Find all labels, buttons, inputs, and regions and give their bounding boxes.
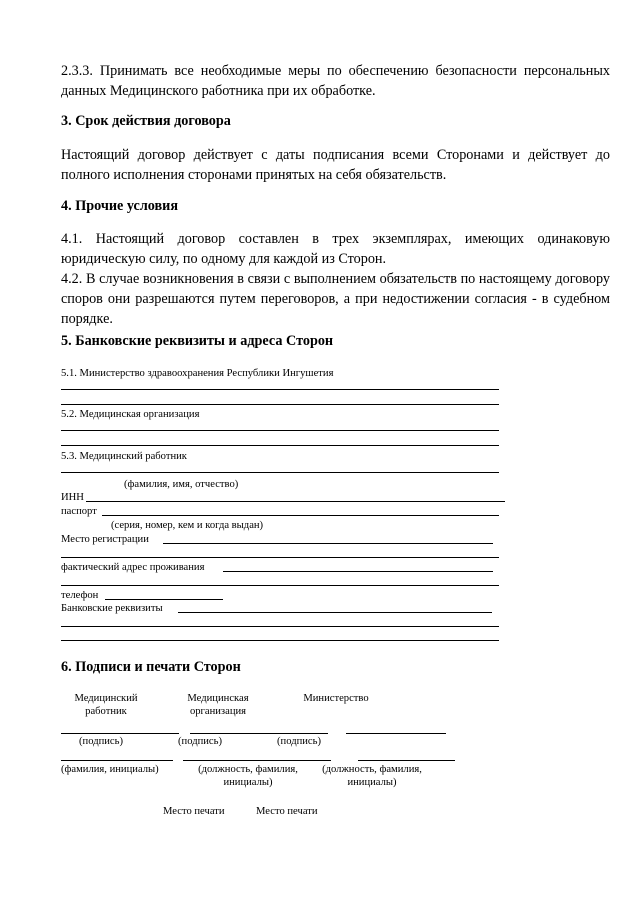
blank-line bbox=[61, 389, 499, 390]
position-hint-line2: инициалы) bbox=[223, 777, 273, 788]
name-line bbox=[358, 760, 455, 761]
signatory-medical-worker bbox=[64, 692, 148, 718]
position-hint-line1: (должность, фамилия, bbox=[322, 764, 422, 775]
signature-line bbox=[346, 733, 446, 734]
inn-line bbox=[86, 501, 505, 502]
blank-line bbox=[61, 557, 499, 558]
bank-line bbox=[178, 612, 492, 613]
bank-label: Банковские реквизиты bbox=[61, 603, 163, 614]
blank-line bbox=[61, 472, 499, 473]
blank-line bbox=[61, 640, 499, 641]
position-name-hint-ministry bbox=[302, 763, 442, 789]
passport-line bbox=[102, 515, 499, 516]
section-4-body bbox=[61, 229, 610, 329]
clause-4-1: 4.1. Настоящий договор составлен в трех экземплярах, имеющих одинаковую юридическую силу, по одному для каждой из Сторон. bbox=[61, 231, 610, 267]
passport-label: паспорт bbox=[61, 506, 97, 517]
address-line bbox=[223, 571, 493, 572]
stamp-place-ministry: Место печати bbox=[256, 806, 318, 817]
section-3-title: 3. Срок действия договора bbox=[61, 113, 231, 129]
stamp-place-org: Место печати bbox=[163, 806, 225, 817]
section-3-text: Настоящий договор действует с даты подписания всеми Сторонами и действует до полного исполнения сторонами принятых на себя обязательств. bbox=[61, 147, 610, 183]
signature-hint: (подпись) bbox=[178, 736, 222, 747]
inn-label: ИНН bbox=[61, 492, 84, 503]
item-5-2-label: 5.2. Медицинская организация bbox=[61, 409, 200, 420]
clause-2-3-3 bbox=[61, 61, 610, 101]
blank-line bbox=[61, 585, 499, 586]
blank-line bbox=[61, 626, 499, 627]
signature-hint: (подпись) bbox=[277, 736, 321, 747]
fio-hint: (фамилия, имя, отчество) bbox=[124, 479, 239, 490]
col1-line1: Медицинский bbox=[74, 693, 138, 704]
signatory-medical-organization bbox=[168, 692, 268, 718]
position-hint-line2: инициалы) bbox=[347, 777, 397, 788]
section-6-title: 6. Подписи и печати Сторон bbox=[61, 659, 241, 675]
name-initials-hint: (фамилия, инициалы) bbox=[61, 764, 159, 775]
name-line bbox=[183, 760, 331, 761]
address-label: фактический адрес проживания bbox=[61, 562, 205, 573]
blank-line bbox=[61, 404, 499, 405]
section-3-body bbox=[61, 145, 610, 185]
name-line bbox=[61, 760, 173, 761]
item-5-3-label: 5.3. Медицинский работник bbox=[61, 451, 187, 462]
position-name-hint-org bbox=[178, 763, 318, 789]
item-5-1-label: 5.1. Министерство здравоохранения Республики Ингушетия bbox=[61, 368, 334, 379]
blank-line bbox=[61, 445, 499, 446]
section-5-title: 5. Банковские реквизиты и адреса Сторон bbox=[61, 333, 334, 349]
phone-line bbox=[105, 599, 223, 600]
position-hint-line1: (должность, фамилия, bbox=[198, 764, 298, 775]
registration-line bbox=[163, 543, 493, 544]
col2-line2: организация bbox=[189, 706, 247, 717]
registration-label: Место регистрации bbox=[61, 534, 149, 545]
blank-line bbox=[61, 430, 499, 431]
section-4-title: 4. Прочие условия bbox=[61, 198, 179, 214]
col2-line1: Медицинская bbox=[187, 693, 249, 704]
signatory-ministry: Министерство bbox=[303, 693, 369, 704]
signature-hint: (подпись) bbox=[79, 736, 123, 747]
signature-line bbox=[190, 733, 328, 734]
phone-label: телефон bbox=[61, 590, 99, 601]
clause-2-3-3-text: 2.3.3. Принимать все необходимые меры по обеспечению безопасности персональных данных Медицинского работника при их обработке. bbox=[61, 63, 610, 99]
col1-line2: работник bbox=[85, 706, 127, 717]
signature-line bbox=[61, 733, 179, 734]
passport-hint: (серия, номер, кем и когда выдан) bbox=[111, 520, 264, 531]
clause-4-2: 4.2. В случае возникновения в связи с выполнением обязательств по настоящему договору споров они разрешаются путем переговоров, а при недостижении согласия - в судебном порядке. bbox=[61, 271, 610, 327]
